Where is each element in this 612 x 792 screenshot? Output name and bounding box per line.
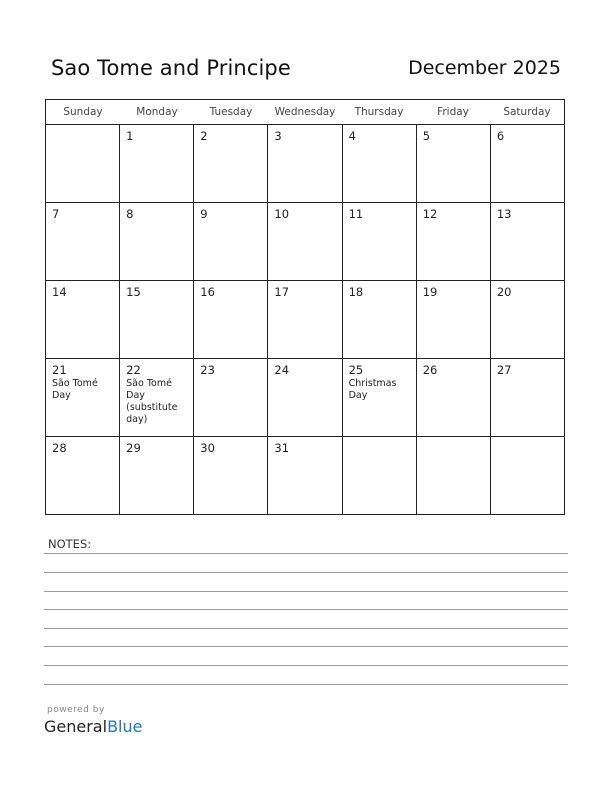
calendar-day-cell [46, 203, 120, 280]
day-number: 13 [496, 207, 512, 221]
calendar-day-cell [120, 125, 194, 202]
day-number: 25 [348, 363, 364, 377]
day-number: 16 [200, 285, 215, 299]
calendar-day-cell [194, 359, 268, 436]
weekday-tuesday: Tuesday [209, 106, 253, 118]
weekday-header-row [46, 100, 564, 125]
day-number: 28 [52, 441, 67, 455]
day-number: 17 [274, 285, 290, 299]
calendar-day-cell [343, 203, 417, 280]
day-number: 15 [126, 285, 141, 299]
powered-by-text: powered by [47, 705, 105, 715]
notes-label: NOTES: [48, 537, 92, 551]
day-number: 14 [52, 285, 67, 299]
calendar-day-cell [417, 437, 491, 514]
calendar-grid [45, 99, 565, 515]
day-number: 23 [200, 363, 215, 377]
day-number: 29 [126, 441, 141, 455]
weekday-friday: Friday [437, 106, 469, 118]
day-number: 26 [422, 363, 438, 377]
day-number: 1 [126, 129, 134, 143]
weekday-wednesday: Wednesday [274, 106, 336, 118]
holiday-label: São Tomé Day [52, 378, 98, 401]
calendar-country-title: Sao Tome and Principe [51, 56, 291, 80]
calendar-day-cell [46, 359, 120, 436]
calendar-day-cell [491, 359, 564, 436]
calendar-day-cell [268, 203, 342, 280]
weekday-saturday: Saturday [503, 106, 551, 118]
calendar-day-cell [194, 203, 268, 280]
note-line [44, 553, 568, 554]
day-number: 24 [274, 363, 290, 377]
day-number: 7 [52, 207, 60, 221]
calendar-day-cell [268, 125, 342, 202]
weekday-monday: Monday [136, 106, 178, 118]
day-number: 30 [200, 441, 215, 455]
day-number: 10 [274, 207, 290, 221]
day-number: 3 [274, 129, 282, 143]
calendar-day-cell [491, 203, 564, 280]
calendar-day-cell [120, 359, 194, 436]
day-number: 21 [52, 363, 67, 377]
calendar-day-cell [343, 281, 417, 358]
day-number: 18 [348, 285, 364, 299]
day-number: 9 [200, 207, 208, 221]
day-number: 8 [126, 207, 134, 221]
calendar-day-cell [194, 125, 268, 202]
calendar-week-row [46, 203, 564, 281]
calendar-day-cell [343, 125, 417, 202]
note-line [44, 609, 568, 610]
day-number: 12 [422, 207, 438, 221]
holiday-label: São Tomé Day (substitute day) [126, 378, 178, 425]
day-number: 2 [200, 129, 208, 143]
calendar-day-cell [268, 437, 342, 514]
day-number: 6 [496, 129, 505, 143]
day-number: 4 [348, 129, 356, 143]
calendar-day-cell [343, 437, 417, 514]
note-line [44, 572, 568, 573]
calendar-day-cell [120, 203, 194, 280]
day-number: 27 [496, 363, 512, 377]
day-number: 31 [274, 441, 290, 455]
calendar-week-row [46, 281, 564, 359]
calendar-day-cell [491, 281, 564, 358]
calendar-day-cell [417, 125, 491, 202]
calendar-day-cell [194, 281, 268, 358]
calendar-week-row [46, 359, 564, 437]
calendar-day-cell [268, 359, 342, 436]
calendar-day-cell [46, 281, 120, 358]
note-line [44, 591, 568, 592]
calendar-week-row [46, 125, 564, 203]
brand-general: General [44, 717, 108, 736]
brand-blue: Blue [107, 717, 143, 736]
calendar-day-cell [417, 359, 491, 436]
calendar-day-cell [417, 203, 491, 280]
calendar-day-cell [46, 437, 120, 514]
note-line [44, 628, 568, 629]
day-number: 19 [422, 285, 438, 299]
weekday-sunday: Sunday [63, 106, 103, 118]
calendar-day-cell [120, 437, 194, 514]
calendar-day-cell [417, 281, 491, 358]
calendar-day-cell [491, 437, 564, 514]
generalblue-logo [44, 717, 142, 736]
weekday-thursday: Thursday [354, 106, 404, 118]
calendar-day-cell [120, 281, 194, 358]
note-line [44, 646, 568, 647]
calendar-day-cell [491, 125, 564, 202]
calendar-day-cell [343, 359, 417, 436]
calendar-day-cell [268, 281, 342, 358]
note-line [44, 665, 568, 666]
calendar-week-row [46, 437, 564, 514]
day-number: 11 [348, 207, 364, 221]
note-line [44, 684, 568, 685]
day-number: 20 [496, 285, 512, 299]
day-number: 22 [126, 363, 141, 377]
calendar-day-cell [194, 437, 268, 514]
calendar-month-title: December 2025 [408, 57, 561, 79]
day-number: 5 [422, 129, 431, 143]
calendar-day-cell [46, 125, 120, 202]
holiday-label: Christmas Day [348, 378, 397, 401]
calendar-weeks [46, 125, 564, 514]
